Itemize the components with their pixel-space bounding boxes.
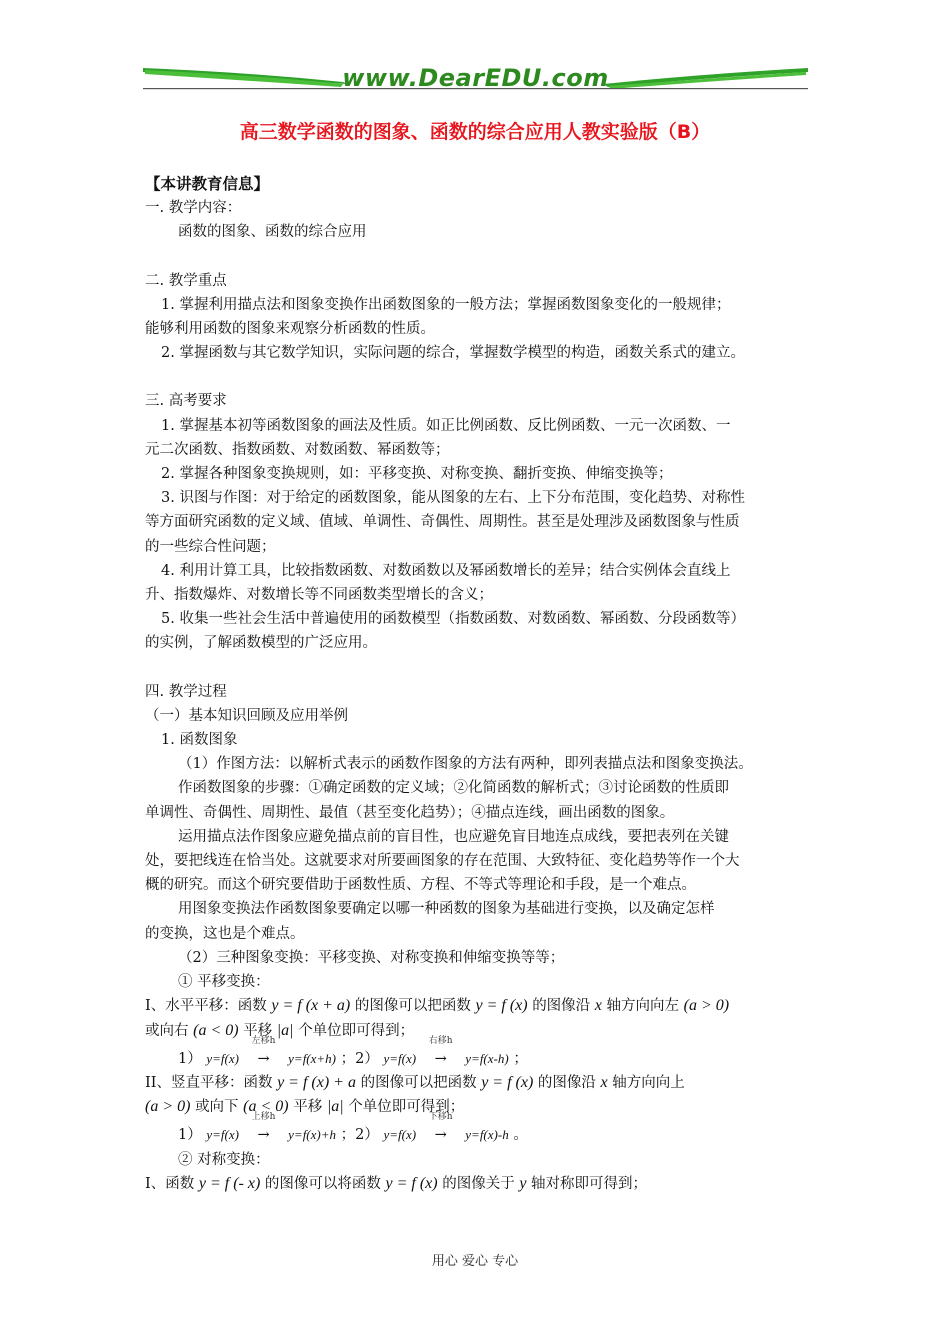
vertical-shift-examples [145, 1112, 817, 1147]
abs-value: |a| [326, 1098, 344, 1116]
text: 的图像可以将函数 [264, 1175, 381, 1192]
s4-l4a: 用图象变换法作函数图象要确定以哪一种函数的图象为基础进行变换，以及确定怎样 [178, 901, 715, 918]
page-title: 高三数学函数的图象、函数的综合应用人教实验版（B） [239, 121, 711, 143]
formula: y=f(x)-h [465, 1127, 509, 1143]
variable: y [519, 1174, 527, 1192]
formula: y = f (x + a) [271, 997, 351, 1015]
abs-value: |a| [276, 1021, 294, 1039]
formula: y=f(x) [383, 1050, 417, 1066]
document-body [145, 172, 817, 1196]
text: I、水平平移：函数 [145, 998, 267, 1015]
section-heading: 【本讲教育信息】 [145, 175, 270, 193]
formula: y = f (x) [385, 1174, 438, 1192]
arrow-label: 左移h [251, 1035, 276, 1046]
s2-heading: 二. 教学重点 [145, 272, 227, 289]
s4-l4b: 的变换，这也是个难点。 [145, 925, 305, 942]
text: ；2） [340, 1127, 379, 1144]
s2-p1a: 1. 掌握利用描点法和图象变换作出函数图象的一般方法；掌握函数图象变化的一般规律； [161, 296, 731, 313]
text: 的图像关于 [442, 1175, 515, 1192]
text: 的图像沿 [537, 1074, 596, 1091]
formula: y=f(x-h) [465, 1050, 509, 1066]
s4-l3c: 概的研究。而这个研究要借助于函数性质、方程、不等式等理论和手段，是一个难点。 [145, 877, 696, 894]
s1-heading: 一. 教学内容： [145, 200, 242, 217]
s4-l3b: 处，要把线连在恰当处。这就要求对所要画图象的存在范围、大致特征、变化趋势等作一个大 [145, 853, 740, 870]
formula: y=f(x) [383, 1127, 417, 1143]
text: 或向下 [195, 1099, 239, 1116]
s3-p3c: 的一些综合性问题； [145, 538, 276, 555]
text: 的图像可以把函数 [360, 1074, 477, 1091]
formula: y=f(x) [206, 1127, 239, 1143]
condition: (a > 0) [145, 1098, 191, 1116]
variable: x [594, 997, 602, 1015]
s3-p4a: 4. 利用计算工具，比较指数函数、对数函数以及幂函数增长的差异；结合实例体会直线上 [161, 562, 731, 579]
text: ； [513, 1050, 528, 1067]
text: 个单位即可得到； [298, 1022, 415, 1039]
text: II、竖直平移：函数 [145, 1074, 273, 1091]
condition: (a < 0) [193, 1021, 239, 1039]
text: ；2） [340, 1050, 379, 1067]
formula: y = f (- x) [198, 1174, 261, 1192]
s3-p3b: 等方面研究函数的定义域、值域、单调性、奇偶性、周期性。甚至是处理涉及函数图象与性质 [145, 514, 740, 531]
arrow-label: 右移h [428, 1035, 453, 1046]
s4-heading: 四. 教学过程 [145, 683, 227, 700]
text: 个单位即可得到； [348, 1099, 465, 1116]
s3-p2: 2. 掌握各种图象变换规则，如：平移变换、对称变换、翻折变换、伸缩变换等； [161, 466, 673, 483]
vertical-shift-line1 [145, 1071, 817, 1095]
s1-body: 函数的图象、函数的综合应用 [178, 224, 367, 241]
right-arrow-icon: 上移h → [244, 1123, 284, 1147]
s2-p1b: 能够利用函数的图象来观察分析函数的性质。 [145, 321, 435, 338]
s4-item1: 1. 函数图象 [161, 732, 238, 749]
text: 轴对称即可得到； [531, 1175, 648, 1192]
formula: y = f (x) [481, 1073, 534, 1091]
site-logo-text: www.DearEDU.com [342, 64, 609, 92]
s4-l1: （1）作图方法：以解析式表示的函数作图象的方法有两种，即列表描点法和图象变换法。 [178, 756, 753, 773]
s4-l3a: 运用描点法作图象应避免描点前的盲目性，也应避免盲目地连点成线，要把表列在关键 [178, 828, 729, 845]
formula: y = f (x) + a [277, 1073, 356, 1091]
s2-p2: 2. 掌握函数与其它数学知识，实际问题的综合，掌握数学模型的构造，函数关系式的建立。 [161, 345, 745, 362]
right-arrow-icon: 右移h → [421, 1047, 461, 1071]
horizontal-shift-examples [145, 1035, 817, 1071]
s4-l6: ① 平移变换： [178, 974, 270, 991]
arrow-label: 上移h [251, 1112, 276, 1123]
variable: x [600, 1073, 608, 1091]
symmetry-line1 [145, 1172, 817, 1196]
site-header-banner [143, 60, 808, 100]
s3-p1a: 1. 掌握基本初等函数图象的画法及性质。如正比例函数、反比例函数、一元一次函数、一 [161, 417, 731, 434]
formula: y=f(x) [206, 1050, 239, 1066]
right-arrow-icon: 左移h → [244, 1047, 284, 1071]
text: 或向右 [145, 1022, 189, 1039]
page-footer: 用心 爱心 专心 [431, 1254, 519, 1269]
s4-sub1: （一）基本知识回顾及应用举例 [145, 707, 348, 724]
text: 的图像可以把函数 [354, 998, 471, 1015]
horizontal-shift-line1 [145, 994, 817, 1018]
formula: y=f(x)+h [288, 1127, 337, 1143]
text: 平移 [243, 1022, 273, 1039]
s4-l7: ② 对称变换： [178, 1151, 270, 1168]
text: 轴方向向左 [606, 998, 680, 1015]
s3-p1b: 元二次函数、指数函数、对数函数、幂函数等； [145, 441, 450, 458]
formula: y = f (x) [475, 997, 528, 1015]
condition: (a < 0) [243, 1098, 289, 1116]
s3-heading: 三. 高考要求 [145, 393, 227, 410]
text: 平移 [293, 1099, 323, 1116]
arrow-label: 下移h [428, 1112, 453, 1123]
formula: y=f(x+h) [288, 1050, 337, 1066]
s3-p5a: 5. 收集一些社会生活中普遍使用的函数模型（指数函数、对数函数、幂函数、分段函数等） [161, 611, 745, 628]
text: I、函数 [145, 1175, 195, 1192]
s4-l2b: 单调性、奇偶性、周期性、最值（甚至变化趋势）；④描点连线，画出函数的图象。 [145, 804, 675, 821]
condition: (a > 0) [683, 997, 730, 1015]
text: 轴方向向上 [612, 1074, 685, 1091]
s3-p5b: 的实例，了解函数模型的广泛应用。 [145, 635, 377, 652]
right-arrow-icon: 下移h → [421, 1123, 461, 1147]
s3-p4b: 升、指数爆炸、对数增长等不同函数类型增长的含义； [145, 587, 493, 604]
text: 的图像沿 [532, 998, 591, 1015]
s4-l5: （2）三种图象变换：平移变换、对称变换和伸缩变换等等； [178, 949, 565, 966]
text: 1） [178, 1127, 202, 1144]
text: 。 [513, 1127, 528, 1144]
s4-l2a: 作函数图象的步骤：①确定函数的定义域；②化简函数的解析式；③讨论函数的性质即 [178, 780, 729, 797]
text: 1） [178, 1050, 202, 1067]
s3-p3a: 3. 识图与作图：对于给定的函数图象，能从图象的左右、上下分布范围，变化趋势、对称性 [161, 490, 745, 507]
